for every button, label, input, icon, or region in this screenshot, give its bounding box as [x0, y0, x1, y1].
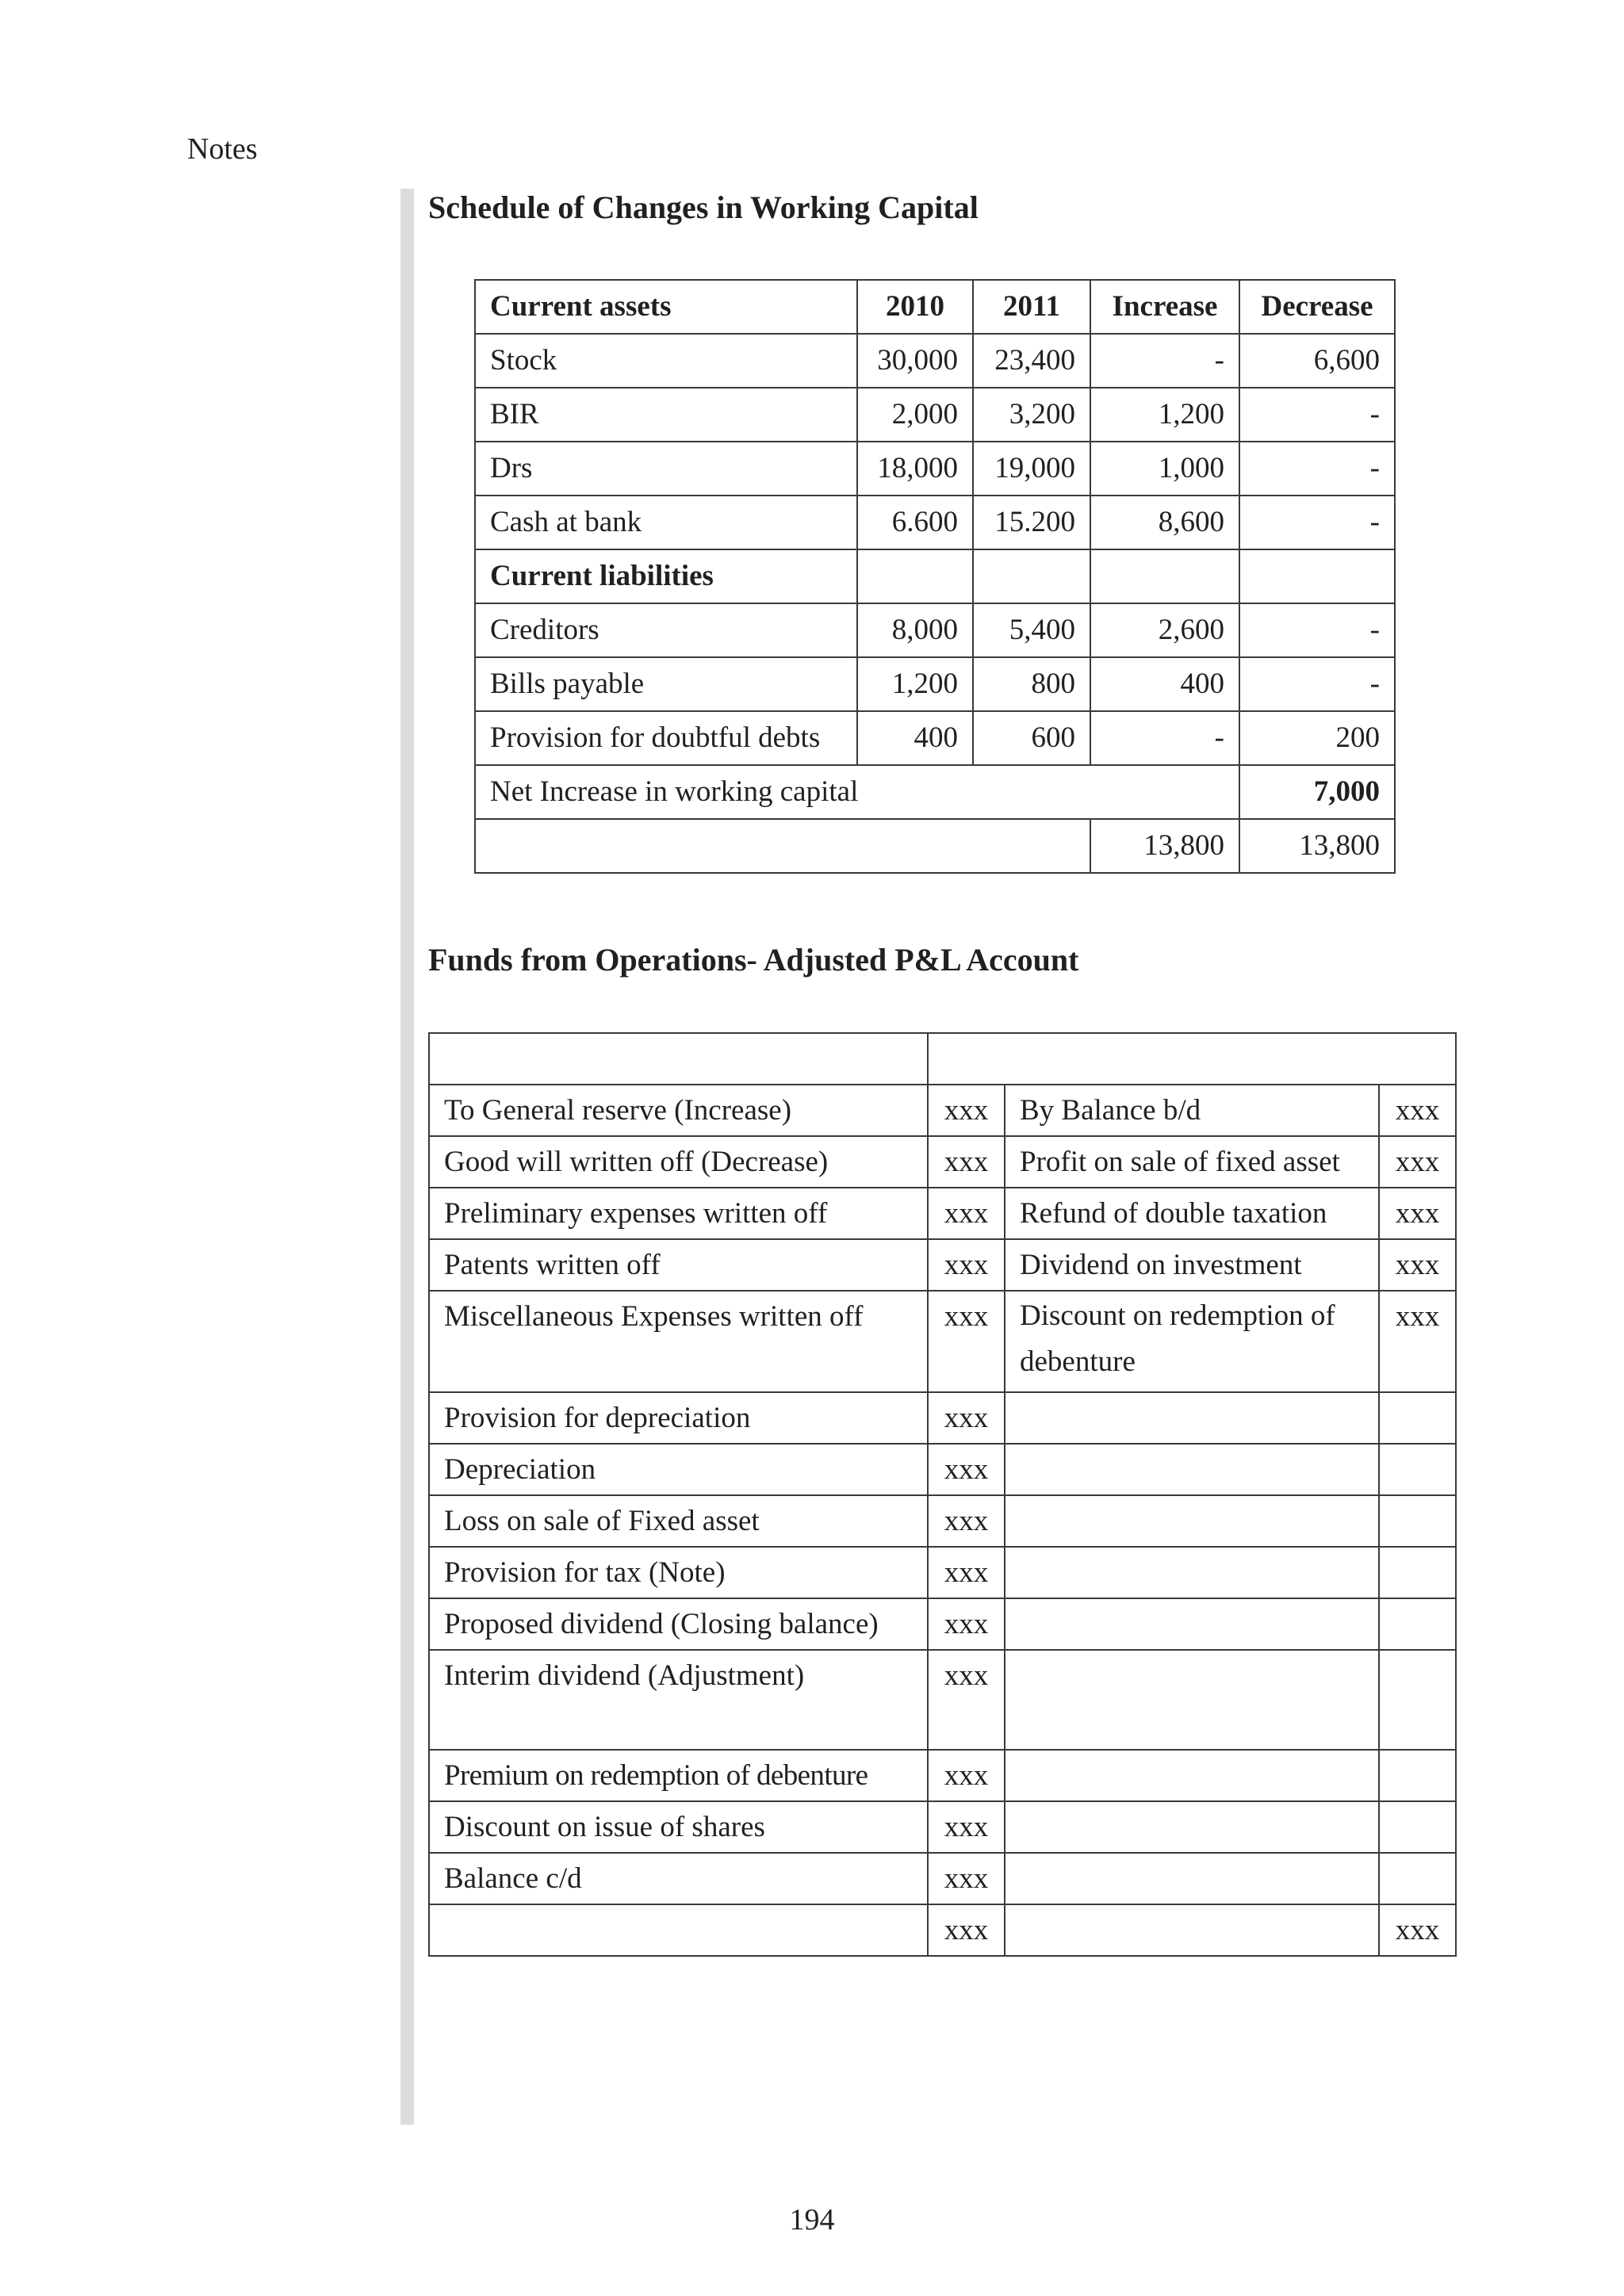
- table-row: [475, 603, 1395, 657]
- debit-amount: xxx: [928, 1188, 1005, 1239]
- value-2010: 30,000: [857, 334, 973, 388]
- total-increase: 13,800: [1090, 819, 1239, 873]
- table-row: [475, 388, 1395, 442]
- margin-notes-label: Notes: [187, 132, 258, 166]
- value-decrease: -: [1239, 442, 1395, 496]
- credit-item: Dividend on investment: [1005, 1239, 1379, 1291]
- debit-amount: xxx: [928, 1598, 1005, 1650]
- table-row: [429, 1598, 1456, 1650]
- table-row: [429, 1750, 1456, 1801]
- value-decrease: 200: [1239, 711, 1395, 765]
- debit-amount: xxx: [928, 1291, 1005, 1392]
- value-decrease: -: [1239, 603, 1395, 657]
- debit-amount: xxx: [928, 1085, 1005, 1136]
- value-decrease: 6,600: [1239, 334, 1395, 388]
- header-current-assets: Current assets: [475, 280, 857, 334]
- total-debit: xxx: [928, 1904, 1005, 1956]
- credit-amount: xxx: [1379, 1136, 1456, 1188]
- table-row: [429, 1085, 1456, 1136]
- value-2011: 5,400: [973, 603, 1090, 657]
- table-row: [475, 334, 1395, 388]
- value-2010: 6.600: [857, 496, 973, 549]
- credit-amount: [1379, 1801, 1456, 1853]
- credit-amount: [1379, 1495, 1456, 1547]
- section-header-row: [475, 549, 1395, 603]
- debit-item: Good will written off (Decrease): [429, 1136, 928, 1188]
- value-2011: 15.200: [973, 496, 1090, 549]
- value-2011: 800: [973, 657, 1090, 711]
- debit-item: Discount on issue of shares: [429, 1801, 928, 1853]
- debit-amount: xxx: [928, 1239, 1005, 1291]
- debit-amount: xxx: [928, 1136, 1005, 1188]
- value-2010: 2,000: [857, 388, 973, 442]
- value-decrease: -: [1239, 657, 1395, 711]
- credit-item: [1005, 1392, 1379, 1444]
- value-increase: -: [1090, 711, 1239, 765]
- credit-amount: [1379, 1598, 1456, 1650]
- value-2011: 600: [973, 711, 1090, 765]
- debit-amount: xxx: [928, 1853, 1005, 1904]
- table-row: [429, 1547, 1456, 1598]
- header-2010: 2010: [857, 280, 973, 334]
- debit-item: Provision for depreciation: [429, 1392, 928, 1444]
- debit-item: Miscellaneous Expenses written off: [429, 1291, 928, 1392]
- table-header-row: [475, 280, 1395, 334]
- debit-item: Interim dividend (Adjustment): [429, 1650, 928, 1750]
- net-increase-value: 7,000: [1239, 765, 1395, 819]
- credit-item: [1005, 1650, 1379, 1750]
- credit-item: [1005, 1801, 1379, 1853]
- debit-amount: xxx: [928, 1750, 1005, 1801]
- credit-amount: [1379, 1392, 1456, 1444]
- credit-item: [1005, 1444, 1379, 1495]
- working-capital-table: [474, 279, 1396, 874]
- table-row: [429, 1801, 1456, 1853]
- current-liabilities-label: Current liabilities: [475, 549, 857, 603]
- value-increase: 8,600: [1090, 496, 1239, 549]
- credit-amount: [1379, 1547, 1456, 1598]
- table-row: [475, 657, 1395, 711]
- credit-item: [1005, 1750, 1379, 1801]
- value-2010: 8,000: [857, 603, 973, 657]
- header-2011: 2011: [973, 280, 1090, 334]
- item-label: Provision for doubtful debts: [475, 711, 857, 765]
- debit-item: Depreciation: [429, 1444, 928, 1495]
- adjusted-pl-account-table: [428, 1032, 1457, 1957]
- credit-item: [1005, 1598, 1379, 1650]
- credit-amount: xxx: [1379, 1239, 1456, 1291]
- value-2011: 19,000: [973, 442, 1090, 496]
- credit-amount: xxx: [1379, 1291, 1456, 1392]
- debit-item: Loss on sale of Fixed asset: [429, 1495, 928, 1547]
- value-increase: -: [1090, 334, 1239, 388]
- credit-amount: [1379, 1444, 1456, 1495]
- debit-item: Premium on redemption of debenture: [429, 1750, 928, 1801]
- table-row: [475, 442, 1395, 496]
- credit-item: By Balance b/d: [1005, 1085, 1379, 1136]
- credit-amount: [1379, 1750, 1456, 1801]
- credit-item: Discount on redemption of debenture: [1005, 1291, 1379, 1392]
- blank-header-row: [429, 1033, 1456, 1085]
- table-row: [429, 1291, 1456, 1392]
- value-increase: 2,600: [1090, 603, 1239, 657]
- credit-amount: xxx: [1379, 1085, 1456, 1136]
- credit-amount: xxx: [1379, 1188, 1456, 1239]
- header-increase: Increase: [1090, 280, 1239, 334]
- item-label: Bills payable: [475, 657, 857, 711]
- debit-amount: xxx: [928, 1650, 1005, 1750]
- value-increase: 1,000: [1090, 442, 1239, 496]
- total-row: [475, 819, 1395, 873]
- item-label: Creditors: [475, 603, 857, 657]
- value-2010: 18,000: [857, 442, 973, 496]
- table-row: [429, 1495, 1456, 1547]
- table-row: [475, 496, 1395, 549]
- table-row: [429, 1444, 1456, 1495]
- value-2010: 1,200: [857, 657, 973, 711]
- item-label: Stock: [475, 334, 857, 388]
- net-increase-row: [475, 765, 1395, 819]
- value-2011: 3,200: [973, 388, 1090, 442]
- schedule-title: Schedule of Changes in Working Capital: [428, 189, 979, 225]
- debit-amount: xxx: [928, 1547, 1005, 1598]
- credit-item: Profit on sale of fixed asset: [1005, 1136, 1379, 1188]
- total-credit: xxx: [1379, 1904, 1456, 1956]
- value-decrease: -: [1239, 496, 1395, 549]
- funds-title: Funds from Operations- Adjusted P&L Account: [428, 942, 1079, 978]
- debit-item: Patents written off: [429, 1239, 928, 1291]
- credit-item: [1005, 1853, 1379, 1904]
- table-row: [429, 1853, 1456, 1904]
- header-decrease: Decrease: [1239, 280, 1395, 334]
- table-row: [429, 1239, 1456, 1291]
- debit-item: Preliminary expenses written off: [429, 1188, 928, 1239]
- table-row: [429, 1650, 1456, 1750]
- value-2011: 23,400: [973, 334, 1090, 388]
- value-decrease: -: [1239, 388, 1395, 442]
- total-decrease: 13,800: [1239, 819, 1395, 873]
- value-increase: 1,200: [1090, 388, 1239, 442]
- credit-item: [1005, 1495, 1379, 1547]
- item-label: Drs: [475, 442, 857, 496]
- table-row: [475, 711, 1395, 765]
- table-row: [429, 1136, 1456, 1188]
- table-row: [429, 1392, 1456, 1444]
- item-label: BIR: [475, 388, 857, 442]
- table-row: [429, 1188, 1456, 1239]
- credit-item: Refund of double taxation: [1005, 1188, 1379, 1239]
- total-row: [429, 1904, 1456, 1956]
- item-label: Cash at bank: [475, 496, 857, 549]
- margin-bar: [400, 189, 414, 2125]
- debit-item: To General reserve (Increase): [429, 1085, 928, 1136]
- credit-item: [1005, 1547, 1379, 1598]
- debit-amount: xxx: [928, 1495, 1005, 1547]
- debit-item: Balance c/d: [429, 1853, 928, 1904]
- debit-item: Provision for tax (Note): [429, 1547, 928, 1598]
- debit-amount: xxx: [928, 1801, 1005, 1853]
- net-increase-label: Net Increase in working capital: [475, 765, 1239, 819]
- page-number: 194: [789, 2203, 835, 2237]
- credit-amount: [1379, 1650, 1456, 1750]
- credit-amount: [1379, 1853, 1456, 1904]
- debit-item: Proposed dividend (Closing balance): [429, 1598, 928, 1650]
- debit-amount: xxx: [928, 1444, 1005, 1495]
- value-increase: 400: [1090, 657, 1239, 711]
- value-2010: 400: [857, 711, 973, 765]
- debit-amount: xxx: [928, 1392, 1005, 1444]
